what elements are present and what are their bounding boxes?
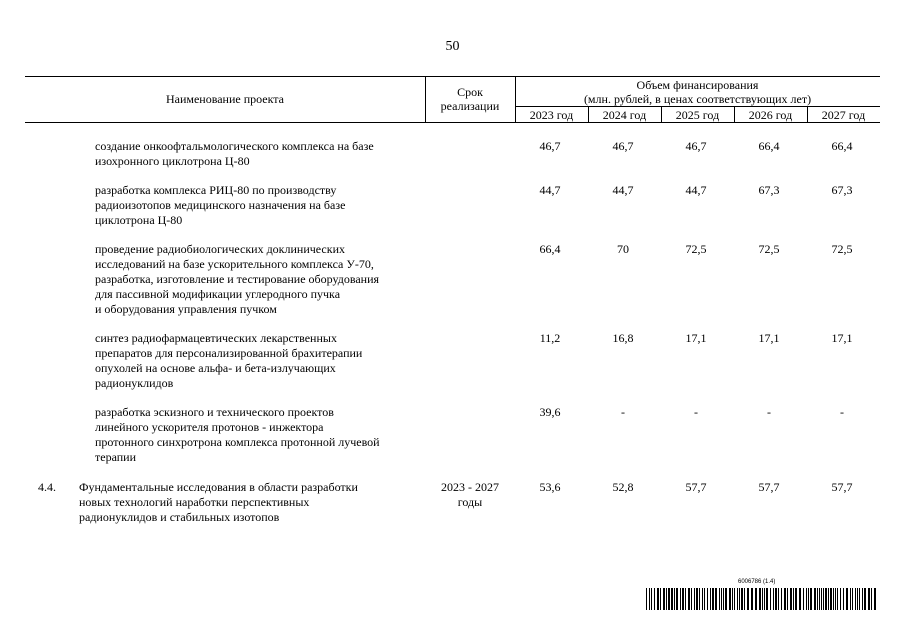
name-line: препаратов для персонализированной брахитерапии	[95, 346, 363, 360]
value-2025: 72,5	[685, 242, 707, 256]
name-line: разработка, изготовление и тестирование оборудования	[95, 272, 380, 286]
row-number: 4.4.	[38, 480, 56, 494]
funding-subheader-rule	[515, 106, 880, 107]
name-line: циклотрона Ц-80	[95, 213, 183, 227]
value-2024: 46,7	[612, 139, 634, 153]
value-2024: 44,7	[612, 183, 634, 197]
value-2026: 67,3	[758, 183, 780, 197]
name-line: синтез радиофармацевтических лекарственных	[95, 331, 337, 345]
name-line: проведение радиобиологических доклинических	[95, 242, 346, 256]
header-funding-line1: Объем финансирования	[636, 78, 759, 92]
header-term-line2: реализации	[440, 99, 500, 113]
value-2027: 67,3	[831, 183, 853, 197]
value-2026: 66,4	[758, 139, 780, 153]
value-2027: 72,5	[831, 242, 853, 256]
header-year-2023: 2023 год	[529, 108, 574, 122]
term-line: 2023 - 2027	[441, 480, 499, 494]
table-row-4-name	[95, 331, 362, 391]
value-2023: 39,6	[539, 405, 561, 419]
value-2023: 66,4	[539, 242, 561, 256]
value-2023: 46,7	[539, 139, 561, 153]
value-2023: 11,2	[539, 331, 561, 345]
name-line: протонного синхротрона комплекса протонной лучевой	[95, 435, 380, 449]
name-line: для пассивной модификации углеродного пучка	[95, 287, 341, 301]
value-2024: -	[621, 405, 625, 419]
name-line: терапии	[95, 450, 137, 464]
value-2027: 17,1	[831, 331, 853, 345]
name-line: опухолей на основе альфа- и бета-излучающих	[95, 361, 336, 375]
table-row-6-name	[79, 480, 358, 525]
header-term-line1: Срок	[457, 85, 483, 99]
header-year-2024: 2024 год	[602, 108, 647, 122]
value-2024: 52,8	[612, 480, 634, 494]
barcode-caption: 6006786 (1.4)	[738, 579, 776, 585]
value-2025: 44,7	[685, 183, 707, 197]
table-row-1-name	[95, 139, 374, 169]
value-2023: 44,7	[539, 183, 561, 197]
name-line: радиоизотопов медицинского назначения на базе	[95, 198, 346, 212]
value-2027: 57,7	[831, 480, 853, 494]
table-top-rule	[25, 76, 880, 77]
name-line: исследований на базе ускорительного комплекса У-70,	[95, 257, 374, 271]
row-term	[425, 480, 515, 510]
name-line: радионуклидов и стабильных изотопов	[79, 510, 280, 524]
table-row-2-name	[95, 183, 345, 228]
value-2027: 66,4	[831, 139, 853, 153]
page-number: 50	[445, 39, 460, 54]
name-line: изохронного циклотрона Ц-80	[95, 154, 250, 168]
value-2024: 70	[617, 242, 629, 256]
value-2026: -	[767, 405, 771, 419]
name-line: радионуклидов	[95, 376, 174, 390]
header-year-2026: 2026 год	[748, 108, 793, 122]
header-project-name: Наименование проекта	[165, 92, 285, 106]
table-row-5-name	[95, 405, 380, 465]
value-2025: 17,1	[685, 331, 707, 345]
header-year-2027: 2027 год	[821, 108, 866, 122]
value-2025: 46,7	[685, 139, 707, 153]
header-year-2025: 2025 год	[675, 108, 720, 122]
header-bottom-rule	[25, 122, 880, 123]
barcode-icon	[646, 588, 878, 610]
value-2023: 53,6	[539, 480, 561, 494]
name-line: разработка эскизного и технического проектов	[95, 405, 334, 419]
name-line: линейного ускорителя протонов - инжектора	[95, 420, 324, 434]
name-line: и оборудования управления пучком	[95, 302, 277, 316]
value-2026: 17,1	[758, 331, 780, 345]
value-2024: 16,8	[612, 331, 634, 345]
value-2026: 57,7	[758, 480, 780, 494]
name-line: разработка комплекса РИЦ-80 по производству	[95, 183, 337, 197]
name-line: создание онкоофтальмологического комплекса на базе	[95, 139, 374, 153]
value-2027: -	[840, 405, 844, 419]
term-line: годы	[457, 495, 483, 509]
name-line: новых технологий наработки перспективных	[79, 495, 310, 509]
header-funding-line2: (млн. рублей, в ценах соответствующих лет)	[583, 92, 812, 106]
value-2026: 72,5	[758, 242, 780, 256]
table-row-3-name	[95, 242, 379, 317]
name-line: Фундаментальные исследования в области разработки	[79, 480, 358, 494]
value-2025: -	[694, 405, 698, 419]
value-2025: 57,7	[685, 480, 707, 494]
